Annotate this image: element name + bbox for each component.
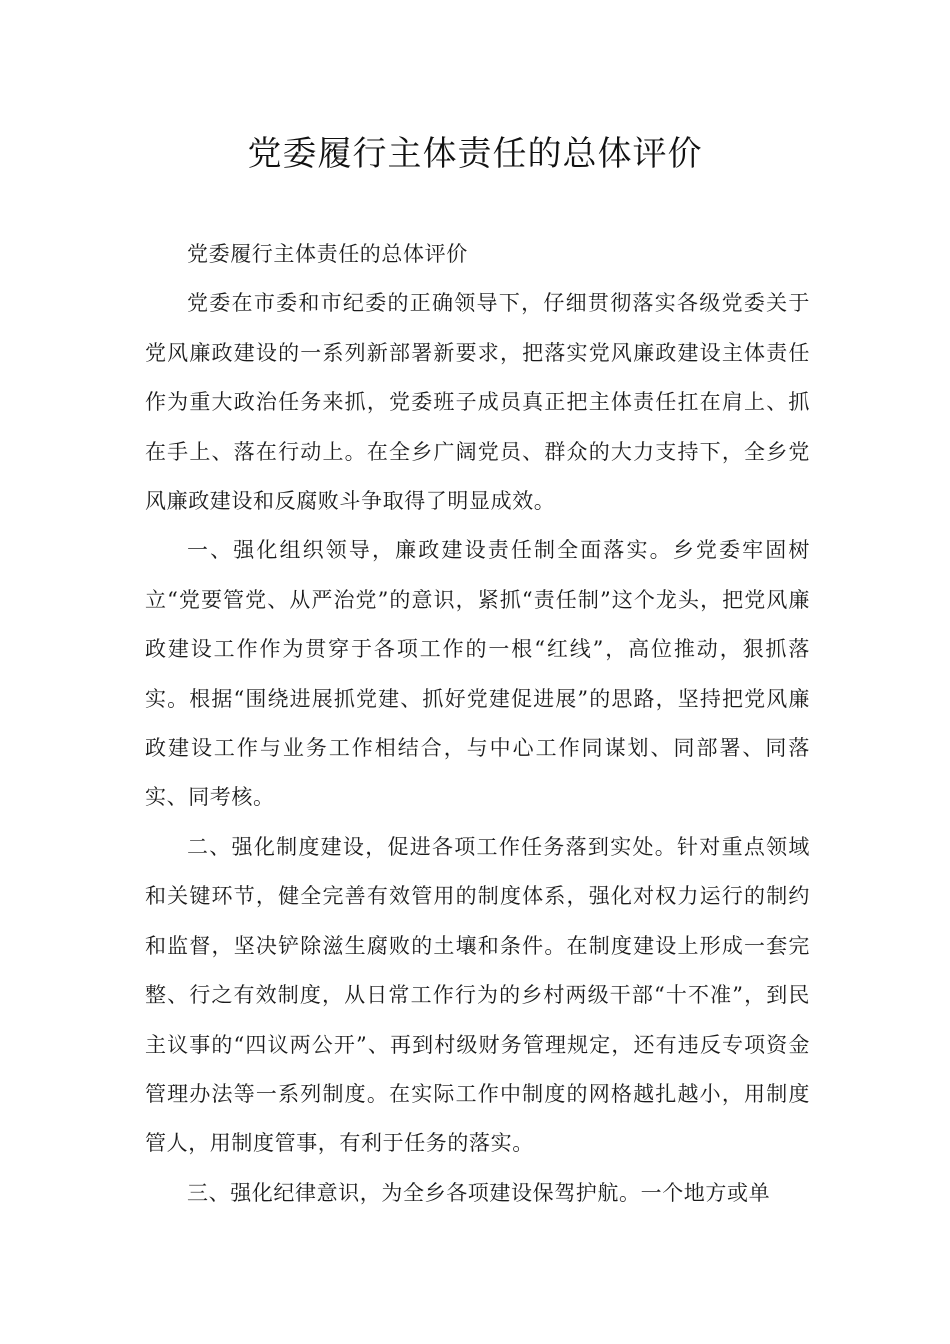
document-title: 党委履行主体责任的总体评价 <box>247 134 703 174</box>
section-three-paragraph: 三、强化纪律意识，为全乡各项建设保驾护航。一个地方或单 <box>187 1180 771 1205</box>
intro-paragraph: 党委在市委和市纪委的正确领导下，仔细贯彻落实各级党委关于党风廉政建设的一系列新部署新要求，把落实党风廉政建设主体责任作为重大政治任务来抓，党委班子成员真正把主体责任扛在肩上、抓在手上、落在行动上。在全乡广阔党员、群众的大力支持下，全乡党风廉政建设和反腐败斗争取得了明显成效。 <box>145 291 810 514</box>
subtitle-paragraph: 党委履行主体责任的总体评价 <box>187 242 468 266</box>
section-one-paragraph: 一、强化组织领导，廉政建设责任制全面落实。乡党委牢固树立“党要管党、从严治党”的意识，紧抓“责任制”这个龙头，把党风廉政建设工作作为贯穿于各项工作的一根“红线”，高位推动，狠抓落实。根据“围绕进展抓党建、抓好党建促进展”的思路，坚持把党风廉政建设工作与业务工作相结合，与中心工作同谋划、同部署、同落实、同考核。 <box>145 538 810 810</box>
document-body <box>145 230 810 1218</box>
section-two-paragraph: 二、强化制度建设，促进各项工作任务落到实处。针对重点领域和关键环节，健全完善有效管用的制度体系，强化对权力运行的制约和监督，坚决铲除滋生腐败的土壤和条件。在制度建设上形成一套完整、行之有效制度，从日常工作行为的乡村两级干部“十不准”，到民主议事的“四议两公开”、再到村级财务管理规定，还有违反专项资金管理办法等一系列制度。在实际工作中制度的网格越扎越小，用制度管人，用制度管事，有利于任务的落实。 <box>145 834 810 1156</box>
